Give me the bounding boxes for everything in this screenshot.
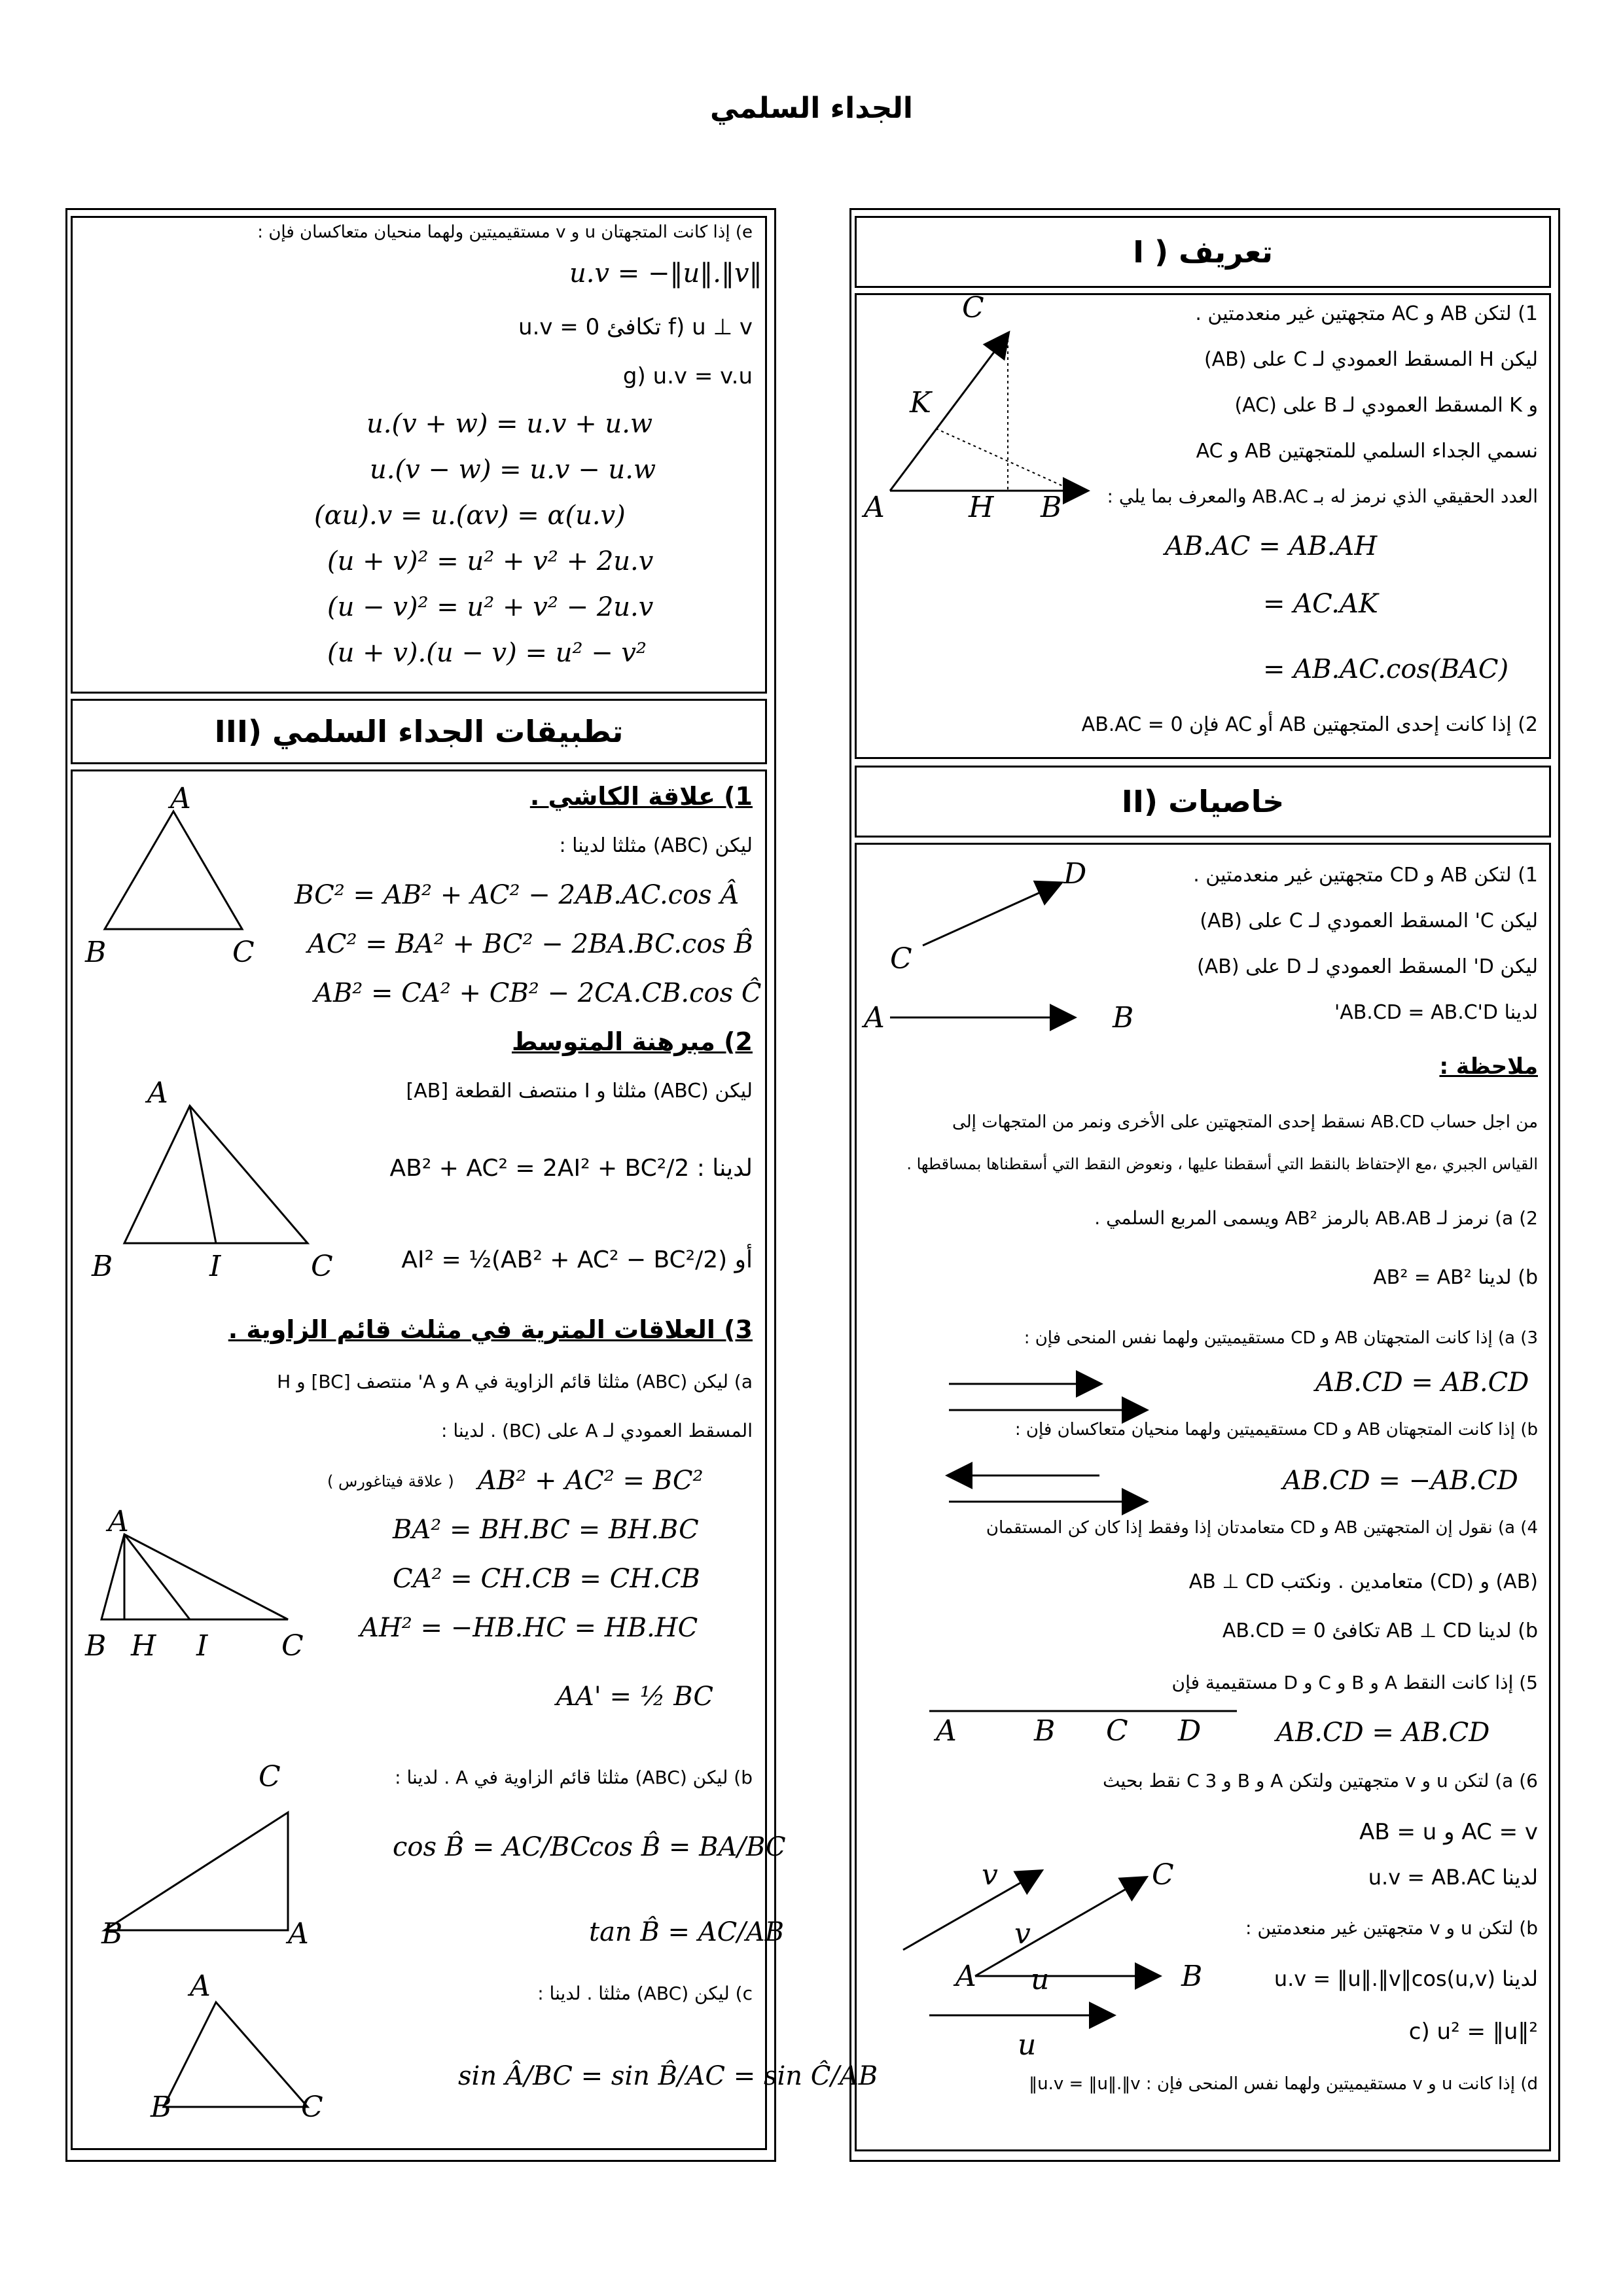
label-u-1: u [1031,1963,1050,1996]
label-B-line: B [1034,1714,1056,1748]
def-line-3: و K المسقط العمودي لـ B على (AC) [1234,394,1538,417]
metric-formula-2: BA² = BH.BC = BH.BC [393,1515,699,1545]
label-B-def: B [1041,491,1062,524]
prop-6a: 6) a) لتكن u و v متجهتين ولتكن A و B و C 3 نقط بحيث [1102,1770,1538,1792]
label-H-def: H [969,491,994,524]
prop-rule-4: (u + v)² = u² + v² + 2u.v [327,546,654,576]
note-line-1: من اجل حساب AB.CD نسقط إحدى المتجهتين على الأخرى ونمر من المتجهات إلى [952,1112,1538,1132]
metric-a-1: a) ليكن (ABC) مثلثا قائم الزاوية في A و A' منتصف [BC] و H [277,1371,753,1392]
label-C-def: C [962,291,984,325]
prop-6c: c) u² = ‖u‖² [1408,2019,1538,2045]
kashi-formula-2: AC² = BA² + BC² − 2BA.BC.cos B̂ [308,929,754,959]
kashi-title: 1) علاقة الكاشي . [529,782,753,811]
label-v-1: v [982,1858,998,1892]
prop-rule-5: (u − v)² = u² + v² − 2u.v [327,592,654,622]
def-formula-2: = AC.AK [1263,589,1378,619]
median-formula-2: أو AI² = ½(AB² + AC² − BC²/2) [401,1246,753,1273]
prop-5-formula: AB.CD = AB.CD [1276,1718,1490,1748]
prop-3a: 3) a) إذا كانت المتجهتان AB و CD مستقيميتين ولهما نفس المنحى فإن : [1024,1328,1538,1348]
trig-tan: tan B̂ = AC/AB [589,1917,784,1947]
section-properties-title: خاصيات (II [1121,784,1285,819]
opposite-direction-arrows [936,1466,1158,1518]
def-formula-1: AB.AC = AB.AH [1165,531,1378,561]
label-C-sine: C [301,2091,323,2124]
label-C-line: C [1106,1714,1128,1748]
label-B-rt: B [85,1629,107,1663]
def-line-6: 2) إذا كانت إحدى المتجهتين AB أو AC فإن 0 = AB.AC [1081,713,1538,736]
metric-formula-1: AB² + AC² = BC² [478,1466,704,1496]
page-title: الجداء السلمي [710,92,913,125]
label-K-def: K [910,386,931,419]
prop-6b: b) لتكن u و v متجهتين غير منعدمتين : [1245,1917,1538,1939]
label-C-kashi: C [232,936,255,969]
section-definition [855,216,1551,288]
prop-6d: d) إذا كانت u و v مستقيميتين ولهما نفس المنحى فإن : u.v = ‖u‖.‖v‖ [1029,2074,1538,2094]
metric-formula-5: AA' = ½ BC [556,1682,713,1712]
same-direction-arrows [936,1374,1158,1426]
metric-a-2: المسقط العمودي لـ A على (BC) . لدينا : [441,1420,753,1441]
label-A-median: A [147,1076,168,1110]
label-D-line: D [1178,1714,1202,1748]
label-A-vec: A [955,1960,976,1993]
kashi-intro: ليكن (ABC) مثلثا لدينا : [559,834,753,857]
metric-c: c) ليكن (ABC) مثلثا . لدينا : [537,1983,753,2004]
prop-line-2: ليكن C' المسقط العمودي لـ C على (AB) [1200,910,1538,932]
def-line-1: 1) لتكن AB و AC متجهتين غير منعدمتين . [1195,302,1538,325]
prop-4b: b) لدينا AB ⊥ CD تكافئ AB.CD = 0 [1222,1619,1538,1642]
section-applications [71,699,767,764]
def-line-2: ليكن H المسقط العمودي لـ C على (AB) [1204,348,1538,371]
triangle-trig [98,1806,301,1937]
prop-line-1: 1) لتكن AB و CD متجهتين غير منعدمتين . [1193,864,1538,887]
prop-rule-3: (αu).v = u.(αv) = α(u.v) [314,501,626,531]
prop-f: f) u ⊥ v تكافئ u.v = 0 [518,314,753,340]
prop-6b-formula: لدينا u.v = ‖u‖.‖v‖cos(u,v) [1274,1966,1538,1991]
label-A-line: A [936,1714,957,1748]
prop-4a: 4) a) نقول إن المتجهتين AB و CD متعامدتان إذا وفقط إذا كان كن المستقمان [986,1518,1538,1538]
prop-e: e) إذا كانت المتجهتان u و v مستقيميتين ولهما منحيان متعاكسان فإن : [257,222,753,242]
metric-formula-4: AH² = −HB.HC = HB.HC [360,1613,698,1643]
prop-4a-2: (AB) و (CD) متعامدين . ونكتب AB ⊥ CD [1188,1570,1538,1593]
prop-3b: b) إذا كانت المتجهتان AB و CD مستقيميتين ولهما منحيان متعاكسان فإن : [1014,1420,1538,1439]
section-applications-title: تطبيقات الجداء السلمي (III [214,714,624,749]
metric-formula-3: CA² = CH.CB = CH.CB [393,1564,700,1594]
label-A-trig: A [288,1917,309,1951]
label-A-sine: A [190,1969,211,2003]
label-B-prop: B [1113,1001,1134,1034]
kashi-formula-3: AB² = CA² + CB² − 2CA.CB.cos Ĉ [314,978,762,1008]
prop-e-formula: u.v = −‖u‖.‖v‖ [569,258,762,289]
label-C-median: C [311,1250,333,1283]
def-line-5: العدد الحقيقي الذي نرمز له بـ AB.AC والمعرف بما يلي : [1107,486,1538,507]
median-intro: ليكن (ABC) مثلثا و I منتصف القطعة [AB] [406,1080,753,1103]
prop-line-4: لدينا AB.CD = AB.C'D' [1334,1001,1538,1024]
prop-3a-formula: AB.CD = AB.CD [1315,1368,1529,1398]
kashi-formula-1: BC² = AB² + AC² − 2AB.AC.cos Â [294,880,740,910]
sine-law: sin Â/BC = sin B̂/AC = sin Ĉ/AB [458,2061,878,2091]
triangle-right-angle-heights [98,1528,301,1626]
label-C-trig: C [259,1760,281,1793]
prop-2b: b) لدينا AB² = AB² [1373,1266,1538,1289]
prop-line-3: ليكن D' المسقط العمودي لـ D على (AB) [1197,955,1538,978]
prop-6a-formula-2: لدينا u.v = AB.AC [1368,1865,1538,1890]
label-I-median: I [209,1250,221,1283]
section-definition-title: تعريف ( I [1132,234,1274,270]
triangle-kashi [92,805,262,936]
label-C-vec: C [1152,1858,1174,1892]
label-I-rt: I [196,1629,208,1663]
triangle-median [111,1099,327,1250]
label-A-kashi: A [170,782,191,815]
label-u-2: u [1018,2028,1037,2062]
label-A-def: A [864,491,885,524]
prop-rule-2: u.(v − w) = u.v − u.w [370,455,656,485]
trig-cos-1: cos B̂ = AC/BC [393,1832,590,1862]
label-D-prop: D [1063,857,1087,891]
label-B-sine: B [151,2091,172,2124]
prop-rule-6: (u + v).(u − v) = u² − v² [327,638,647,668]
label-B-median: B [92,1250,113,1283]
label-A-rt: A [108,1505,129,1538]
label-C-rt: C [281,1629,304,1663]
label-C-prop: C [890,942,912,976]
metric-b: b) ليكن (ABC) مثلثا قائم الزاوية في A . لدينا : [395,1767,753,1788]
def-line-4: نسمي الجداء السلمي للمتجهتين AB و AC [1196,440,1538,463]
median-title: 2) مبرهنة المتوسط [511,1027,753,1056]
prop-g: g) u.v = v.u [622,363,753,389]
note-line-2: القياس الجبري ،مع الإحتفاظ بالنقط التي أسقطنا عليها ، ونعوض النقط التي أسقطناها بمساقطها . [906,1155,1538,1173]
label-B-vec: B [1181,1960,1203,1993]
trig-cos-2: cos B̂ = BA/BC [589,1832,786,1862]
section-properties [855,766,1551,838]
def-formula-3: = AB.AC.cos(BAC) [1263,654,1509,684]
label-A-prop: A [864,1001,885,1034]
note-title: ملاحظة : [1439,1053,1538,1080]
metric-title: 3) العلاقات المترية في مثلث قائم الزاوية . [228,1315,753,1344]
prop-5: 5) إذا كانت النقط A و B و C و D مستقيمية فإن [1171,1672,1538,1693]
label-B-kashi: B [85,936,107,969]
prop-rule-1: u.(v + w) = u.v + u.w [366,409,653,439]
label-v-2: v [1014,1917,1031,1951]
prop-6a-formula: AC = v و AB = u [1359,1819,1538,1845]
prop-2a: 2) a) نرمز لـ AB.AB بالرمز AB² ويسمى المربع السلمي . [1094,1207,1538,1229]
median-formula-1: لدينا : AB² + AC² = 2AI² + BC²/2 [389,1155,753,1182]
label-B-trig: B [101,1917,123,1951]
label-H-rt: H [131,1629,156,1663]
prop-3b-formula: AB.CD = −AB.CD [1283,1466,1518,1496]
pythagoras-note: ( علاقة فيتاغورس ) [327,1472,454,1491]
